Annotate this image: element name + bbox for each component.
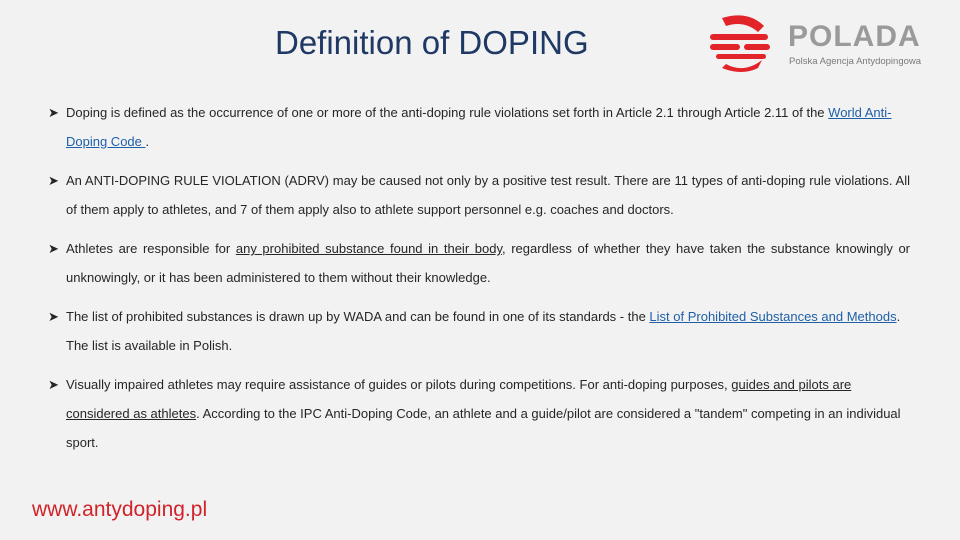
bullet-text: . The list is available in Polish. [66, 309, 901, 353]
arrowhead-bullet-icon: ➤ [48, 105, 59, 120]
underlined-phrase: any prohibited substance found in their body [235, 241, 502, 256]
prohibited-list-link[interactable]: List of Prohibited Substances and Methods [649, 309, 897, 324]
bullet-item-doping-definition [48, 98, 910, 156]
bullet-item-athlete-responsibility [48, 234, 910, 292]
footer-website-link[interactable]: www.antydoping.pl [32, 498, 208, 521]
bullet-item-prohibited-list [48, 302, 910, 360]
bullet-text: Athletes are responsible for [66, 241, 236, 256]
wada-code-link[interactable]: World Anti-Doping Code [66, 105, 892, 149]
logo-name: POLADA [788, 20, 921, 53]
bullet-item-adrv [48, 166, 910, 224]
bullet-text: . According to the IPC Anti-Doping Code, an athlete and a guide/pilot are considered a "tandem" competing in an individual sport. [66, 406, 901, 450]
bullet-item-visually-impaired [48, 370, 910, 457]
bullet-list [48, 98, 910, 467]
bullet-text: , regardless of whether they have taken the substance knowingly or unknowingly, or it has been administered to them without their knowledge. [66, 241, 911, 285]
bullet-text: The list of prohibited substances is drawn up by WADA and can be found in one of its standards - the [66, 309, 650, 324]
bullet-text: . [145, 134, 150, 149]
bullet-text: Visually impaired athletes may require assistance of guides or pilots during competitions. For anti-doping purposes, [66, 377, 732, 392]
logo-subtitle: Polska Agencja Antydopingowa [789, 56, 922, 67]
arrowhead-bullet-icon: ➤ [48, 309, 59, 324]
page-title: Definition of DOPING [275, 24, 589, 61]
arrowhead-bullet-icon: ➤ [48, 241, 59, 256]
arrowhead-bullet-icon: ➤ [48, 377, 59, 392]
polada-logo-icon [708, 12, 772, 76]
polada-logo [708, 12, 938, 78]
arrowhead-bullet-icon: ➤ [48, 173, 59, 188]
bullet-text: Doping is defined as the occurrence of one or more of the anti-doping rule violations set forth in Article 2.1 through Article 2.11 of the [66, 105, 829, 120]
bullet-text: An ANTI-DOPING RULE VIOLATION (ADRV) may be caused not only by a positive test result. There are 11 types of anti-doping rule violations. All of them apply to athletes, and 7 of them apply also to athlete support personnel e.g. coaches and doctors. [66, 173, 910, 217]
underlined-phrase: guides and pilots are considered as athletes [66, 377, 852, 421]
